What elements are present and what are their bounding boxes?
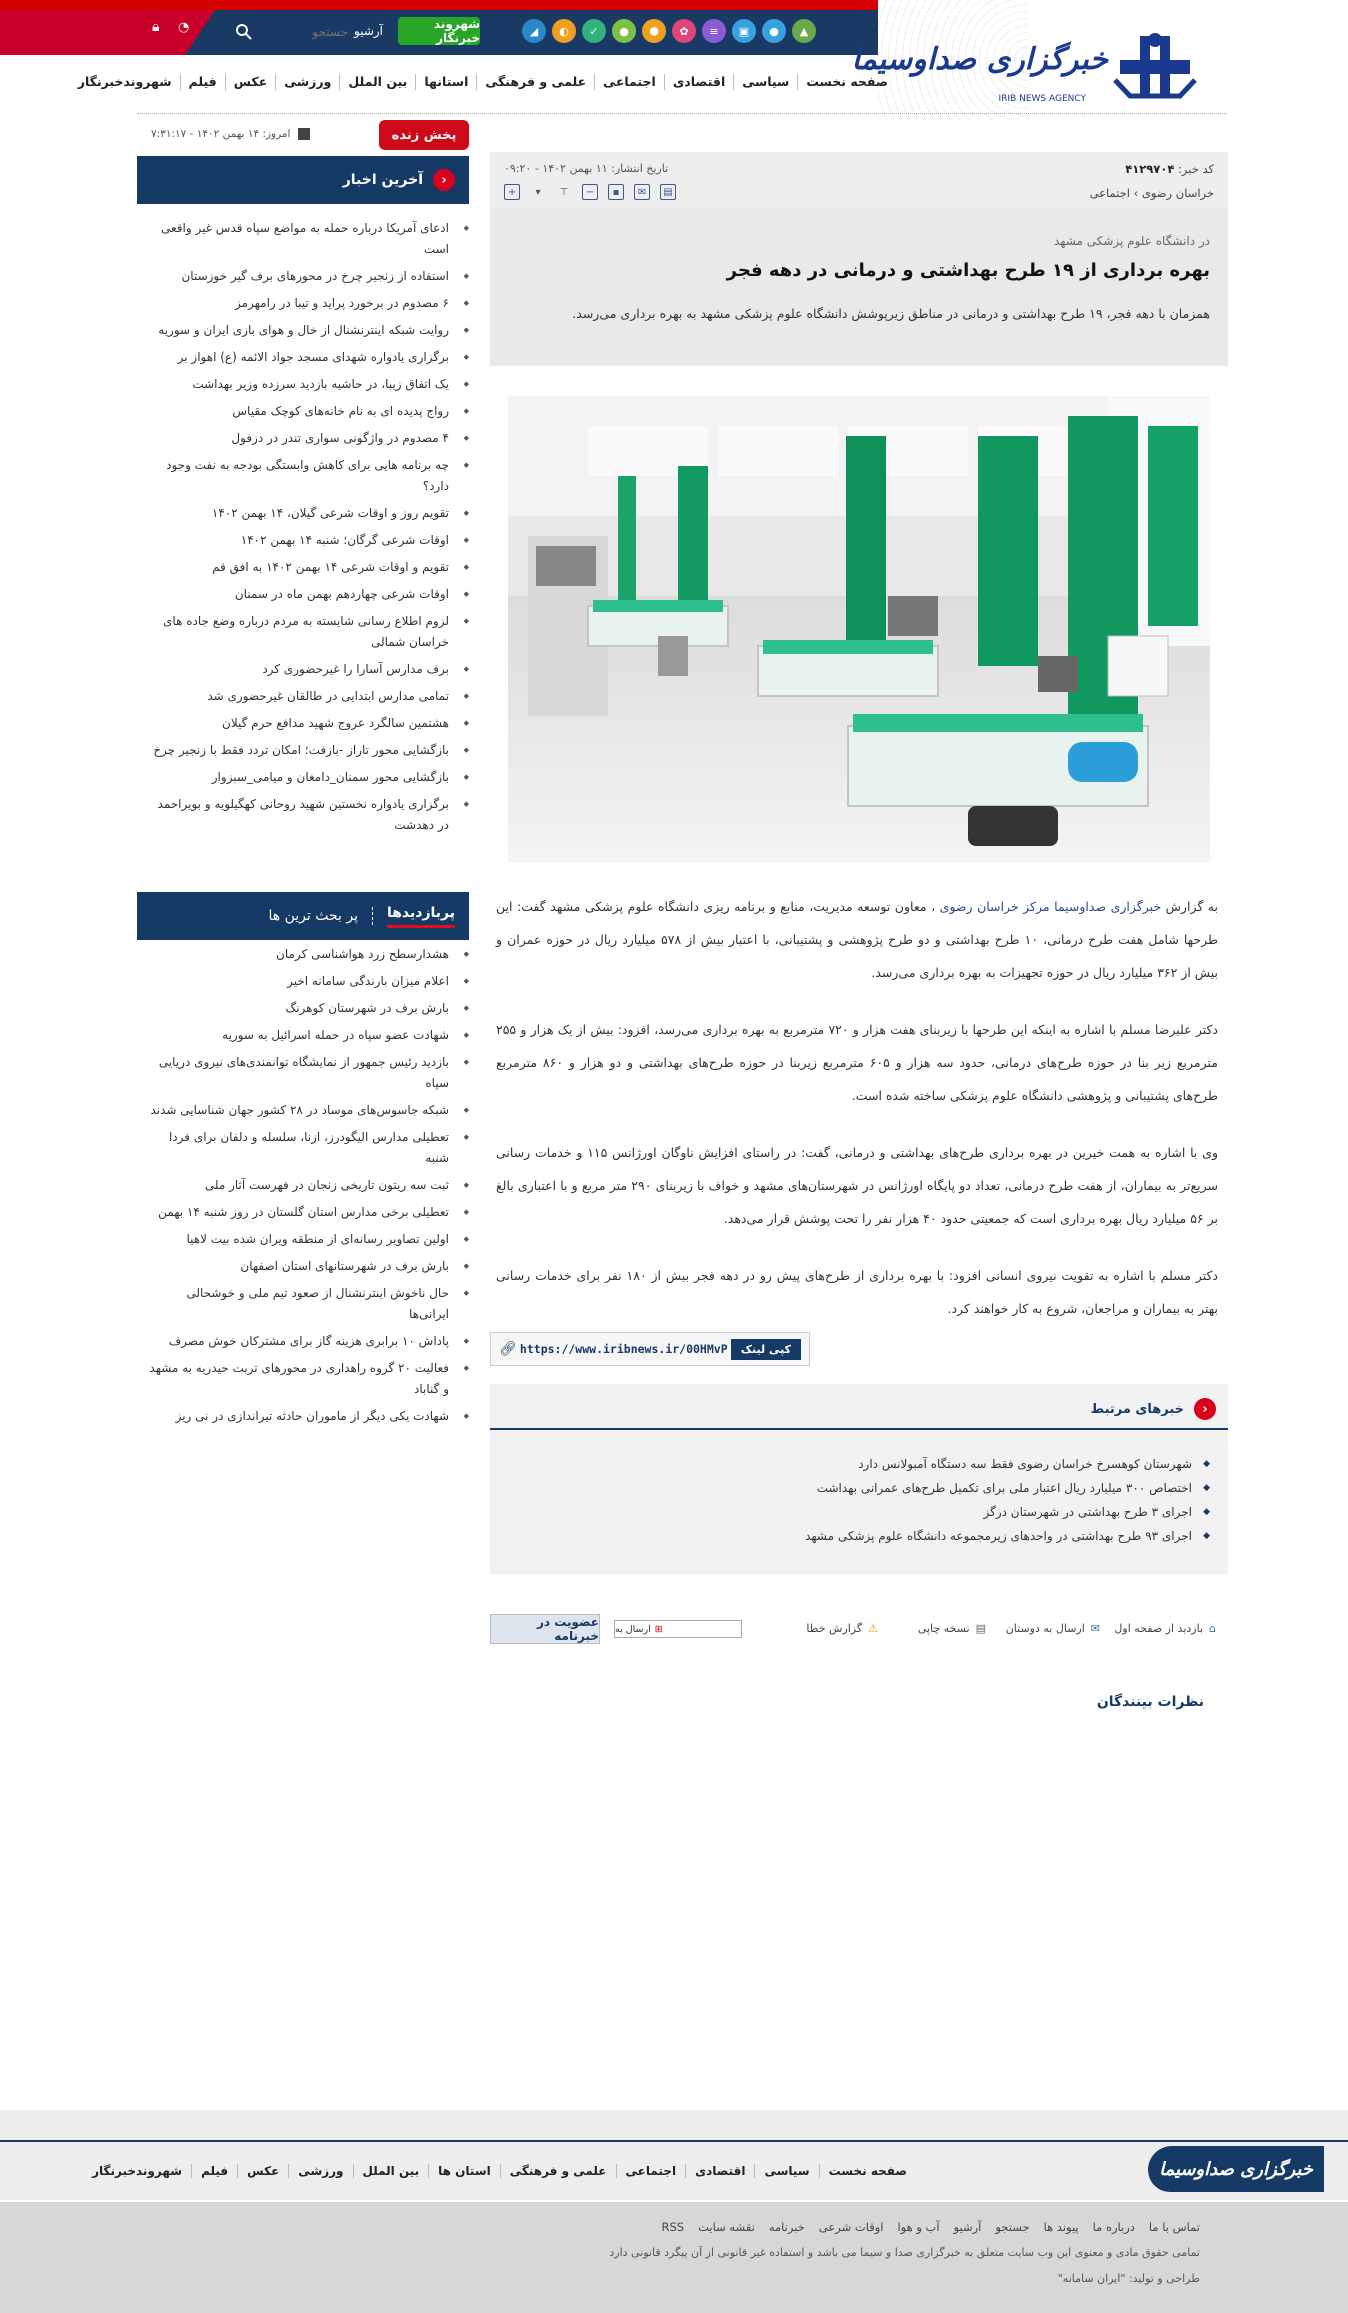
- latest-news-title: آخرین اخبار: [342, 172, 423, 188]
- list-item[interactable]: ◆ برگزاری یادواره نخستین شهید روحانی کهگیلویه و بویراحمد در دهدشت: [137, 794, 469, 836]
- nav-item-economy[interactable]: اقتصادی: [664, 74, 733, 90]
- list-item[interactable]: ◆ لزوم اطلاع رسانی شایسته به مردم درباره وضع جاده های خراسان شمالی: [137, 611, 469, 653]
- hospital-ward-photo: [508, 396, 1210, 862]
- breadcrumb[interactable]: خراسان رضوی › اجتماعی: [1089, 186, 1214, 200]
- nav-item-sports[interactable]: ورزشی: [275, 74, 339, 90]
- list-item[interactable]: ◆ ۶ مصدوم در برخورد پراید و تیبا در رامهرمز: [137, 293, 469, 314]
- nav-item-provinces[interactable]: استانها: [415, 74, 476, 90]
- footer-nav-item[interactable]: سیاسی: [754, 2164, 818, 2178]
- nav-item-photo[interactable]: عکس: [225, 74, 275, 90]
- footer-nav-item[interactable]: بین الملل: [353, 2164, 429, 2178]
- article-lead: [490, 208, 1228, 366]
- footer-nav-item[interactable]: اجتماعی: [616, 2164, 686, 2178]
- bale-icon[interactable]: ✓: [582, 19, 606, 43]
- footer-bottom: [0, 2202, 1348, 2313]
- footer-links: [662, 2220, 1201, 2234]
- popular-news-list: [137, 944, 469, 1433]
- chevron-down-icon[interactable]: ▾: [535, 186, 541, 198]
- footer-nav-item[interactable]: اقتصادی: [685, 2164, 754, 2178]
- lock-icon[interactable]: 🔒︎: [152, 19, 160, 35]
- list-item[interactable]: ◆ بازگشایی محور تاراز -بازفت؛ امکان تردد فقط با زنجیر چرخ: [137, 740, 469, 761]
- related-divider: [490, 1428, 1228, 1430]
- list-item[interactable]: ◆ شهرستان کوهسرخ خراسان رضوی فقط سه دستگاه آمبولانس دارد: [805, 1452, 1210, 1476]
- article-summary: همزمان با دهه فجر، ۱۹ طرح بهداشتی و درمانی در مناطق زیرپوشش دانشگاه علوم پزشکی مشهد به بهره برداری می‌رسد.: [572, 306, 1210, 321]
- footer-nav-item[interactable]: عکس: [237, 2164, 288, 2178]
- envelope-icon: ✉: [1090, 1622, 1100, 1635]
- share-label: ارسال به: [615, 1623, 651, 1635]
- list-item[interactable]: ◆ هشدارسطح زرد هواشناسی کرمان: [137, 944, 469, 965]
- newsletter-join-button[interactable]: عضویت در خبرنامه: [490, 1614, 600, 1644]
- footer-link[interactable]: درباره ما: [1092, 2220, 1135, 2234]
- search-icon[interactable]: [234, 22, 254, 42]
- android-icon[interactable]: ▲: [792, 19, 816, 43]
- font-decrease-icon[interactable]: −: [582, 184, 598, 200]
- news-code-label: کد خبر:: [1178, 162, 1214, 176]
- publish-date: تاریخ انتشار: ۱۱ بهمن ۱۴۰۲ - ۰۹:۲۰: [504, 162, 669, 175]
- warning-icon: ⚠: [868, 1622, 878, 1635]
- related-news-header: [1091, 1398, 1216, 1420]
- logo-text[interactable]: خبرگزاری صداوسیما: [851, 42, 1108, 77]
- list-item[interactable]: ◆ هشتمین سالگرد عروج شهید مدافع حرم گیلان: [137, 713, 469, 734]
- list-item[interactable]: ◆ رواج پدیده ای به نام خانه‌های کوچک مقیاس: [137, 401, 469, 422]
- short-link-box: [490, 1332, 810, 1366]
- list-item[interactable]: ◆ اختصاص ۳۰۰ میلیارد ریال اعتبار ملی برای تکمیل طرح‌های عمرانی بهداشت: [805, 1476, 1210, 1500]
- copy-link-button[interactable]: کپی لینک: [731, 1339, 801, 1360]
- list-item[interactable]: ◆ تعطیلی برخی مدارس استان گلستان در روز شنبه ۱۴ بهمن: [137, 1202, 469, 1223]
- home-icon: ⌂: [1209, 1622, 1216, 1635]
- related-news-title: خبرهای مرتبط: [1090, 1401, 1184, 1417]
- nav-item-home[interactable]: صفحه نخست: [797, 74, 896, 90]
- pre-title: در دانشگاه علوم پزشکی مشهد: [1053, 234, 1210, 248]
- nav-item-video[interactable]: فیلم: [180, 74, 225, 90]
- link-icon[interactable]: 🔗︎: [499, 1341, 517, 1357]
- list-item[interactable]: ◆ تقویم و اوقات شرعی ۱۴ بهمن ۱۴۰۲ به افق قم: [137, 557, 469, 578]
- home-page-label: بازدید از صفحه اول: [1114, 1622, 1204, 1635]
- list-item[interactable]: ◆ اوقات شرعی گرگان؛ شنبه ۱۴ بهمن ۱۴۰۲: [137, 530, 469, 551]
- nav-item-social[interactable]: اجتماعی: [594, 74, 664, 90]
- list-item[interactable]: ◆ اوقات شرعی چهاردهم بهمن ماه در سمنان: [137, 584, 469, 605]
- footer-link[interactable]: جستجو: [995, 2220, 1030, 2234]
- save-icon[interactable]: ▪: [608, 184, 624, 200]
- share-plus-icon: ⊞: [654, 1623, 663, 1635]
- live-broadcast-button[interactable]: [379, 120, 469, 150]
- calendar-icon: [298, 128, 310, 140]
- list-item[interactable]: ◆ شهادت یکی دیگر از ماموران حادثه تیراندازی در نی ریز: [137, 1406, 469, 1427]
- app-icons: [522, 19, 816, 43]
- citizen-reporter-button[interactable]: شهروند خبرنگار: [398, 17, 480, 45]
- aparat-icon[interactable]: ⬢: [642, 19, 666, 43]
- list-item[interactable]: ◆ برگزاری یادواره شهدای مسجد جواد الائمه (ع) اهواز بر: [137, 347, 469, 368]
- print-version-label: نسخه چاپی: [917, 1622, 970, 1635]
- soroush-icon[interactable]: ●: [612, 19, 636, 43]
- article-tools: [504, 184, 676, 200]
- today-date: [151, 128, 310, 140]
- footer-nav-item[interactable]: علمی و فرهنگی: [500, 2164, 616, 2178]
- list-item[interactable]: ◆ تمامی مدارس ابتدایی در طالقان غیرحضوری شد: [137, 686, 469, 707]
- list-item[interactable]: ◆ ۴ مصدوم در واژگونی سواری تندر در دزفول: [137, 428, 469, 449]
- tab-most-viewed[interactable]: پربازدیدها: [387, 905, 455, 928]
- footer-top-band: [0, 2110, 1348, 2142]
- footer-link[interactable]: نقشه سایت: [698, 2220, 755, 2234]
- footer-nav-item[interactable]: صفحه نخست: [819, 2164, 916, 2178]
- list-item[interactable]: ◆ برف مدارس آسارا را غیرحضوری کرد: [137, 659, 469, 680]
- footer-link[interactable]: آرشیو: [953, 2220, 982, 2234]
- list-item[interactable]: ◆ بارش برف در شهرستان کوهرنگ: [137, 998, 469, 1019]
- report-error-label: گزارش خطا: [806, 1622, 863, 1635]
- footer-link[interactable]: RSS: [661, 2220, 685, 2234]
- list-item[interactable]: ◆ تقویم روز و اوقات شرعی گیلان، ۱۴ بهمن ۱۴۰۲: [137, 503, 469, 524]
- article-title: بهره برداری از ۱۹ طرح بهداشتی و درمانی در دهه فجر: [726, 260, 1210, 281]
- footer-link[interactable]: پیوند ها: [1043, 2220, 1079, 2234]
- footer-link[interactable]: اوقات شرعی: [818, 2220, 884, 2234]
- list-item[interactable]: ◆ ثبت سه ریتون تاریخی زنجان در فهرست آثار ملی: [137, 1175, 469, 1196]
- archive-link[interactable]: آرشیو: [354, 24, 384, 38]
- font-increase-icon[interactable]: +: [504, 184, 520, 200]
- printer-icon: ▤: [975, 1622, 986, 1635]
- paragraph-3: وی با اشاره به همت خیرین در بهره برداری طرح‌های بهداشتی و درمانی، گفت: در راستای افزایش ناوگان اورژانس ۱۱۵ و خدمات رسانی سریع‌تر به بیماران، از هفت طرح درمانی، تعداد دو پایگاه اورژانس در شهرستان‌های مشهد و خواف با زیربنای ۲۹۰ متر مربع و با اعتباری بالغ بر ۵۶ میلیارد ریال بهره برداری است که جمعیتی حدود ۴۰ هزار نفر را تحت پوشش قرار می‌دهد.: [496, 1145, 1219, 1226]
- popular-header: [137, 892, 469, 940]
- paragraph-1: [496, 890, 1218, 989]
- main-nav: [70, 74, 896, 90]
- nav-item-politics[interactable]: سیاسی: [733, 74, 797, 90]
- home-page-action[interactable]: [1114, 1622, 1216, 1635]
- nav-item-citizen[interactable]: شهروندخبرنگار: [77, 74, 172, 89]
- rss-icon[interactable]: ◔: [178, 20, 190, 35]
- today-date-text: امروز: ۱۴ بهمن ۱۴۰۲ - ۷:۳۱:۱۷: [151, 128, 291, 140]
- latest-news-header: [137, 156, 469, 204]
- bazaar-icon[interactable]: ▣: [732, 19, 756, 43]
- list-item[interactable]: ◆ حال ناخوش اینترنشنال از صعود تیم ملی و خوشحالی ایرانی‌ها: [137, 1283, 469, 1325]
- igap-icon[interactable]: ◐: [552, 19, 576, 43]
- list-item[interactable]: ◆ فعالیت ۲۰ گروه راهداری در محورهای تربت حیدریه به مشهد و گناباد: [137, 1358, 469, 1400]
- send-to-friends-action[interactable]: [1006, 1622, 1100, 1635]
- print-version-action[interactable]: [918, 1622, 986, 1635]
- list-item[interactable]: ◆ چه برنامه هایی برای کاهش وابستگی بودجه به نفت وجود دارد؟: [137, 455, 469, 497]
- related-news-list: [805, 1452, 1210, 1548]
- list-item[interactable]: ◆ بازدید رئیس جمهور از نمایشگاه توانمندی‌های نیروی دریایی سپاه: [137, 1052, 469, 1094]
- tab-divider: [372, 907, 373, 925]
- article-meta: [490, 152, 1228, 208]
- list-item[interactable]: ◆ روایت شبکه اینترنشنال از خال و هوای بازی ایران و سوریه: [137, 320, 469, 341]
- popular-tabs: [268, 905, 455, 928]
- footer-logo[interactable]: خبرگزاری صداوسیما: [1148, 2146, 1324, 2192]
- logo-subtitle: IRIB NEWS AGENCY: [998, 94, 1086, 104]
- list-item[interactable]: ◆ اولین تصاویر رسانه‌ای از منطقه ویران شده بیت لاهیا: [137, 1229, 469, 1250]
- rubika-icon[interactable]: ≡: [702, 19, 726, 43]
- report-error-action[interactable]: [806, 1622, 878, 1635]
- footer-link[interactable]: خبرنامه: [768, 2220, 805, 2234]
- article-actions: [490, 1614, 1228, 1644]
- email-icon[interactable]: ✉: [634, 184, 650, 200]
- footer-nav-item[interactable]: شهروندخبرنگار: [92, 2164, 183, 2178]
- search-input[interactable]: [258, 19, 348, 45]
- footer-link[interactable]: آب و هوا: [897, 2220, 940, 2234]
- telegram-icon[interactable]: ◢: [522, 19, 546, 43]
- comments-title: نظرات بینندگان: [1096, 1694, 1204, 1710]
- list-item[interactable]: ◆ یک اتفاق زیبا، در حاشیه بازدید سرزده وزیر بهداشت: [137, 374, 469, 395]
- live-label: پخش زنده: [391, 127, 457, 143]
- paragraph-2: دکتر علیرضا مسلم با اشاره به اینکه این طرحها با زیربنای هفت هزار و ۷۲۰ مترمربع به بهره برداری می‌رسد، افزود: بیش از یک هزار و ۲۵۵ مترمربع زیر بنا در حوزه طرح‌های درمانی، حدود سه هزار و ۶۰۵ مترمربع زیربنا در حوزه طرح‌های بهداشتی و دو هزار و ۸۶۰ مترمربع طرح‌های پشتیبانی و پژوهشی دانشگاه علوم پزشکی ساخته شده است.: [496, 1022, 1219, 1103]
- copyright: تمامی حقوق مادی و معنوی این وب سایت متعلق به خبرگزاری صدا و سیما می باشد و استفاده غیر قانونی از آن پیگرد قانونی دارد: [609, 2246, 1200, 2259]
- footer-nav-item[interactable]: استان ها: [428, 2164, 500, 2178]
- list-item[interactable]: ◆ بازگشایی محور سمنان_دامغان و میامی_سبزوار: [137, 767, 469, 788]
- send-to-friends-label: ارسال به دوستان: [1005, 1622, 1085, 1635]
- list-item[interactable]: ◆ استفاده از زنجیر چرخ در محورهای برف گیر خوزستان: [137, 266, 469, 287]
- footer-nav-item[interactable]: ورزشی: [288, 2164, 352, 2178]
- list-item[interactable]: ◆ پاداش ۱۰ برابری هزینه گاز برای مشترکان خوش مصرف: [137, 1331, 469, 1352]
- article-body: [496, 890, 1218, 1349]
- nav-item-international[interactable]: بین الملل: [339, 74, 415, 90]
- news-code: [1125, 162, 1214, 176]
- list-item[interactable]: ◆ شبکه جاسوس‌های موساد در ۲۸ کشور جهان شناسایی شدند: [137, 1100, 469, 1121]
- irib-emblem-icon[interactable]: [1110, 30, 1200, 100]
- related-news: [490, 1384, 1228, 1574]
- font-default-icon[interactable]: ⊤: [559, 186, 569, 198]
- p1-prefix: به گزارش: [1165, 899, 1218, 914]
- list-item[interactable]: ◆ اعلام میزان بارندگی سامانه اخیر: [137, 971, 469, 992]
- list-item[interactable]: ◆ بارش برف در شهرستانهای استان اصفهان: [137, 1256, 469, 1277]
- news-code-value: ۴۱۲۹۷۰۴: [1125, 162, 1175, 176]
- list-item[interactable]: ◆ اجرای ۳ طرح بهداشتی در شهرستان درگز: [805, 1500, 1210, 1524]
- source-link[interactable]: خبرگزاری صداوسیما مرکز خراسان رضوی: [939, 899, 1162, 914]
- short-link-url[interactable]: https://www.iribnews.ir/00HMvP: [519, 1342, 728, 1356]
- paragraph-4: دکتر مسلم با اشاره به تقویت نیروی انسانی افزود: با بهره برداری از طرح‌های پیش رو در دهه فجر بیش از ۱۸۰ نفر برای خدمات رسانی بهتر به بیماران و مراجعان، شروع به کار خواهند کرد.: [496, 1268, 1218, 1316]
- apple-icon[interactable]: ●: [762, 19, 786, 43]
- list-item[interactable]: ◆ ادعای آمریکا درباره حمله به مواضع سپاه قدس غیر واقعی است: [137, 218, 469, 260]
- print-icon[interactable]: ▤: [660, 184, 676, 200]
- chevron-left-icon[interactable]: ‹: [433, 169, 455, 191]
- designer-credit: طراحی و تولید: "ایران سامانه": [1057, 2272, 1200, 2285]
- p1-rest: ، معاون توسعه مدیریت، منابع و برنامه ریزی دانشگاه علوم پزشکی مشهد گفت: این طرحها شامل هفت طرح درمانی، ۱۰ طرح بهداشتی و دو طرح پژوهشی و پشتیبانی، با اعتبار بیش از ۵۷۸ میلیارد ریال در حوزه عمران و بیش از ۳۶۲ میلیارد ریال در حوزه تجهیزات به بهره برداری می‌رسد.: [496, 899, 1218, 980]
- footer-link[interactable]: تماس با ما: [1148, 2220, 1200, 2234]
- footer-nav: [83, 2164, 916, 2178]
- header-divider: [137, 113, 1227, 114]
- nav-item-culture[interactable]: علمی و فرهنگی: [476, 74, 594, 90]
- footer-nav-item[interactable]: فیلم: [191, 2164, 237, 2178]
- list-item[interactable]: ◆ شهادت عضو سپاه در حمله اسرائیل به سوریه: [137, 1025, 469, 1046]
- eitaa-icon[interactable]: ✿: [672, 19, 696, 43]
- share-dropdown[interactable]: [614, 1620, 742, 1638]
- latest-news-list: [137, 218, 469, 842]
- chevron-left-icon[interactable]: ‹: [1194, 1398, 1216, 1420]
- tab-most-discussed[interactable]: پر بحث ترین ها: [268, 908, 358, 924]
- list-item[interactable]: ◆ اجرای ۹۳ طرح بهداشتی در واحدهای زیرمجموعه دانشگاه علوم پزشکی مشهد: [805, 1524, 1210, 1548]
- list-item[interactable]: ◆ تعطیلی مدارس الیگودرز، ازنا، سلسله و دلفان برای فردا شنبه: [137, 1127, 469, 1169]
